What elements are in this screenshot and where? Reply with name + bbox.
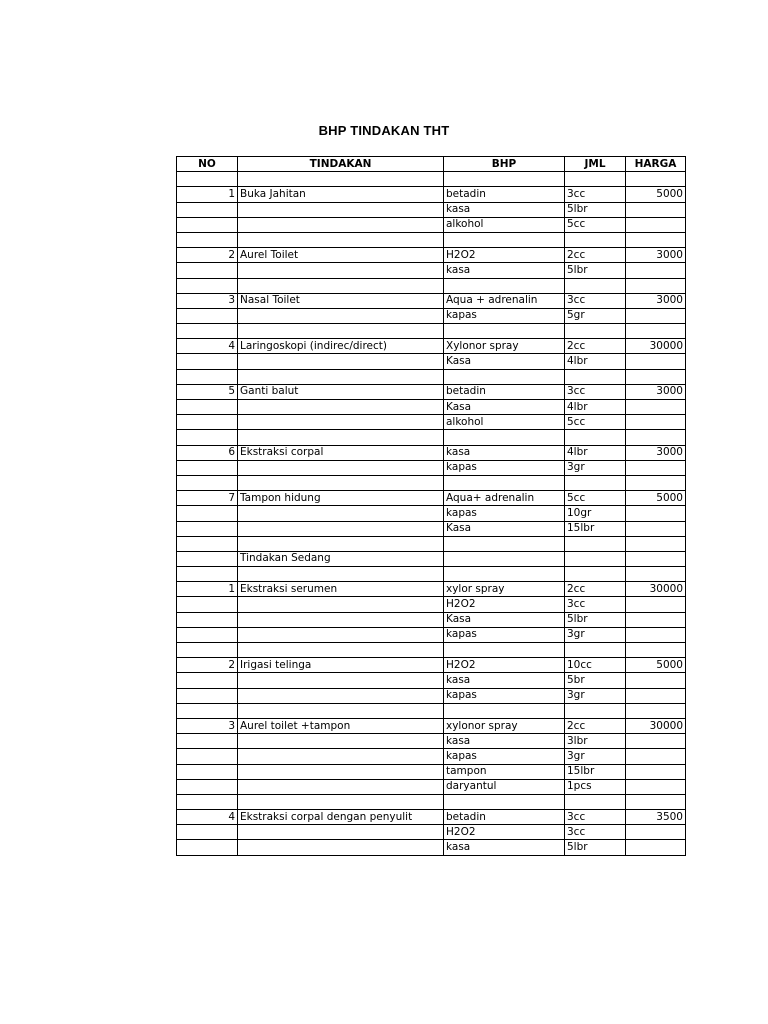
cell-no — [177, 764, 238, 779]
table-row — [177, 779, 686, 794]
cell-harga — [626, 673, 686, 688]
cell-jml: 5cc — [565, 415, 626, 430]
table-row — [177, 384, 686, 399]
cell-harga: 3000 — [626, 445, 686, 460]
header-bhp: BHP — [444, 157, 565, 172]
cell-harga — [626, 308, 686, 323]
cell-harga — [626, 779, 686, 794]
cell-jml: 15lbr — [565, 521, 626, 536]
cell-tindakan — [238, 324, 444, 339]
header-tindakan: TINDAKAN — [238, 157, 444, 172]
cell-harga — [626, 354, 686, 369]
table-row — [177, 324, 686, 339]
cell-tindakan: Aurel toilet +tampon — [238, 718, 444, 733]
cell-no — [177, 612, 238, 627]
cell-jml: 3cc — [565, 187, 626, 202]
table-row — [177, 187, 686, 202]
cell-jml: 5lbr — [565, 263, 626, 278]
cell-tindakan — [238, 202, 444, 217]
cell-harga — [626, 400, 686, 415]
table-row — [177, 612, 686, 627]
cell-tindakan: Laringoskopi (indirec/direct) — [238, 339, 444, 354]
table-row — [177, 369, 686, 384]
table-row — [177, 506, 686, 521]
cell-no — [177, 825, 238, 840]
cell-tindakan — [238, 415, 444, 430]
table-row — [177, 263, 686, 278]
cell-no: 5 — [177, 384, 238, 399]
cell-tindakan: Ganti balut — [238, 384, 444, 399]
cell-harga — [626, 794, 686, 809]
cell-bhp: Kasa — [444, 612, 565, 627]
cell-no — [177, 597, 238, 612]
cell-bhp: kapas — [444, 627, 565, 642]
cell-jml — [565, 567, 626, 582]
table-row — [177, 718, 686, 733]
cell-tindakan — [238, 673, 444, 688]
cell-no — [177, 202, 238, 217]
cell-no — [177, 217, 238, 232]
cell-no — [177, 734, 238, 749]
cell-jml — [565, 703, 626, 718]
cell-bhp: kasa — [444, 263, 565, 278]
table-row — [177, 673, 686, 688]
cell-no — [177, 475, 238, 490]
cell-tindakan — [238, 567, 444, 582]
cell-harga — [626, 764, 686, 779]
cell-harga — [626, 688, 686, 703]
table-row — [177, 703, 686, 718]
cell-no: 7 — [177, 491, 238, 506]
cell-jml: 4lbr — [565, 354, 626, 369]
cell-jml: 3cc — [565, 825, 626, 840]
cell-no — [177, 536, 238, 551]
table-row — [177, 567, 686, 582]
cell-jml: 2cc — [565, 718, 626, 733]
cell-tindakan — [238, 172, 444, 187]
cell-no — [177, 749, 238, 764]
cell-no — [177, 551, 238, 566]
cell-tindakan: Tindakan Sedang — [238, 551, 444, 566]
cell-harga: 5000 — [626, 491, 686, 506]
cell-bhp — [444, 324, 565, 339]
table-row — [177, 658, 686, 673]
cell-harga: 3000 — [626, 384, 686, 399]
cell-jml — [565, 794, 626, 809]
cell-no — [177, 354, 238, 369]
cell-tindakan — [238, 263, 444, 278]
cell-tindakan: Nasal Toilet — [238, 293, 444, 308]
cell-bhp: betadin — [444, 810, 565, 825]
cell-jml: 5cc — [565, 217, 626, 232]
cell-no — [177, 643, 238, 658]
cell-harga: 5000 — [626, 187, 686, 202]
cell-tindakan — [238, 764, 444, 779]
cell-bhp: betadin — [444, 187, 565, 202]
cell-tindakan: Buka Jahitan — [238, 187, 444, 202]
cell-bhp — [444, 369, 565, 384]
table-row — [177, 430, 686, 445]
cell-no: 2 — [177, 248, 238, 263]
table-row — [177, 536, 686, 551]
table-row — [177, 400, 686, 415]
cell-harga — [626, 643, 686, 658]
cell-bhp — [444, 551, 565, 566]
cell-harga — [626, 825, 686, 840]
cell-jml — [565, 475, 626, 490]
cell-harga — [626, 415, 686, 430]
cell-harga: 30000 — [626, 718, 686, 733]
cell-tindakan — [238, 749, 444, 764]
cell-tindakan — [238, 536, 444, 551]
cell-no — [177, 308, 238, 323]
cell-no: 2 — [177, 658, 238, 673]
cell-bhp: kapas — [444, 749, 565, 764]
table-row — [177, 172, 686, 187]
cell-no: 6 — [177, 445, 238, 460]
cell-harga — [626, 232, 686, 247]
cell-bhp: tampon — [444, 764, 565, 779]
cell-jml — [565, 536, 626, 551]
header-harga: HARGA — [626, 157, 686, 172]
cell-jml: 3gr — [565, 460, 626, 475]
cell-jml: 3gr — [565, 749, 626, 764]
table-row — [177, 293, 686, 308]
cell-tindakan — [238, 521, 444, 536]
table-row — [177, 597, 686, 612]
cell-jml: 5lbr — [565, 840, 626, 855]
cell-bhp — [444, 172, 565, 187]
cell-bhp: Aqua+ adrenalin — [444, 491, 565, 506]
cell-no — [177, 567, 238, 582]
header-jml: JML — [565, 157, 626, 172]
cell-tindakan — [238, 612, 444, 627]
table-row — [177, 445, 686, 460]
cell-tindakan — [238, 597, 444, 612]
table-header-row — [177, 157, 686, 172]
cell-bhp — [444, 475, 565, 490]
cell-tindakan — [238, 475, 444, 490]
table-row — [177, 308, 686, 323]
cell-tindakan — [238, 840, 444, 855]
cell-no — [177, 460, 238, 475]
cell-no — [177, 430, 238, 445]
cell-bhp: kasa — [444, 734, 565, 749]
table-row — [177, 764, 686, 779]
cell-bhp: Aqua + adrenalin — [444, 293, 565, 308]
cell-tindakan: Ekstraksi serumen — [238, 582, 444, 597]
table-row — [177, 794, 686, 809]
cell-bhp — [444, 703, 565, 718]
cell-jml: 15lbr — [565, 764, 626, 779]
table-row — [177, 460, 686, 475]
cell-harga: 3000 — [626, 293, 686, 308]
cell-harga — [626, 430, 686, 445]
table-row — [177, 521, 686, 536]
document-title: BHP TINDAKAN THT — [318, 123, 450, 138]
cell-bhp: Kasa — [444, 354, 565, 369]
cell-jml: 3gr — [565, 688, 626, 703]
cell-jml: 5lbr — [565, 202, 626, 217]
cell-tindakan — [238, 643, 444, 658]
cell-harga — [626, 278, 686, 293]
cell-jml: 3cc — [565, 384, 626, 399]
cell-harga — [626, 536, 686, 551]
cell-tindakan — [238, 400, 444, 415]
cell-no — [177, 840, 238, 855]
cell-harga — [626, 202, 686, 217]
table-row — [177, 278, 686, 293]
cell-no — [177, 324, 238, 339]
cell-tindakan — [238, 460, 444, 475]
cell-tindakan: Aurel Toilet — [238, 248, 444, 263]
cell-bhp — [444, 232, 565, 247]
cell-bhp: Xylonor spray — [444, 339, 565, 354]
cell-bhp — [444, 536, 565, 551]
cell-bhp: xylor spray — [444, 582, 565, 597]
table-row — [177, 627, 686, 642]
cell-tindakan — [238, 308, 444, 323]
cell-tindakan — [238, 734, 444, 749]
cell-no — [177, 688, 238, 703]
cell-bhp: alkohol — [444, 415, 565, 430]
cell-tindakan — [238, 232, 444, 247]
cell-bhp: H2O2 — [444, 825, 565, 840]
cell-harga — [626, 703, 686, 718]
cell-harga: 30000 — [626, 339, 686, 354]
cell-bhp: xylonor spray — [444, 718, 565, 733]
cell-harga — [626, 369, 686, 384]
cell-harga — [626, 612, 686, 627]
cell-jml: 1pcs — [565, 779, 626, 794]
cell-jml: 5br — [565, 673, 626, 688]
cell-tindakan: Tampon hidung — [238, 491, 444, 506]
cell-bhp: betadin — [444, 384, 565, 399]
cell-jml: 3cc — [565, 293, 626, 308]
cell-no — [177, 369, 238, 384]
cell-harga — [626, 460, 686, 475]
table-row — [177, 202, 686, 217]
cell-tindakan — [238, 430, 444, 445]
cell-bhp: kapas — [444, 308, 565, 323]
table-row — [177, 217, 686, 232]
cell-tindakan — [238, 278, 444, 293]
cell-tindakan — [238, 794, 444, 809]
cell-bhp: kasa — [444, 840, 565, 855]
cell-bhp: Kasa — [444, 400, 565, 415]
cell-harga — [626, 734, 686, 749]
cell-bhp: kasa — [444, 673, 565, 688]
cell-tindakan — [238, 627, 444, 642]
header-no: NO — [177, 157, 238, 172]
table-row — [177, 339, 686, 354]
cell-jml: 3lbr — [565, 734, 626, 749]
cell-harga — [626, 217, 686, 232]
cell-bhp: H2O2 — [444, 248, 565, 263]
cell-harga — [626, 521, 686, 536]
cell-harga: 3500 — [626, 810, 686, 825]
cell-jml: 5cc — [565, 491, 626, 506]
cell-harga: 30000 — [626, 582, 686, 597]
table-body — [177, 172, 686, 855]
table-row — [177, 749, 686, 764]
cell-bhp: kasa — [444, 202, 565, 217]
cell-harga: 3000 — [626, 248, 686, 263]
cell-jml — [565, 232, 626, 247]
cell-harga — [626, 506, 686, 521]
cell-bhp: Kasa — [444, 521, 565, 536]
cell-no: 1 — [177, 187, 238, 202]
cell-bhp — [444, 567, 565, 582]
cell-no — [177, 263, 238, 278]
cell-jml: 3gr — [565, 627, 626, 642]
cell-tindakan — [238, 369, 444, 384]
cell-bhp: H2O2 — [444, 658, 565, 673]
cell-no — [177, 278, 238, 293]
cell-bhp: kapas — [444, 460, 565, 475]
cell-no — [177, 415, 238, 430]
cell-harga — [626, 475, 686, 490]
cell-jml — [565, 430, 626, 445]
table-row — [177, 354, 686, 369]
cell-jml: 5lbr — [565, 612, 626, 627]
cell-harga — [626, 551, 686, 566]
cell-bhp: daryantul — [444, 779, 565, 794]
cell-harga — [626, 324, 686, 339]
table-row — [177, 415, 686, 430]
cell-harga — [626, 749, 686, 764]
table-row — [177, 810, 686, 825]
cell-no: 1 — [177, 582, 238, 597]
cell-jml — [565, 551, 626, 566]
cell-no — [177, 521, 238, 536]
cell-jml — [565, 324, 626, 339]
table-row — [177, 551, 686, 566]
cell-tindakan — [238, 825, 444, 840]
cell-tindakan — [238, 506, 444, 521]
cell-jml: 5gr — [565, 308, 626, 323]
cell-jml: 10gr — [565, 506, 626, 521]
cell-jml: 3cc — [565, 810, 626, 825]
cell-jml — [565, 369, 626, 384]
cell-jml: 3cc — [565, 597, 626, 612]
cell-jml — [565, 172, 626, 187]
cell-harga — [626, 597, 686, 612]
cell-jml: 2cc — [565, 582, 626, 597]
table-row — [177, 582, 686, 597]
cell-tindakan: Ekstraksi corpal dengan penyulit — [238, 810, 444, 825]
cell-no — [177, 232, 238, 247]
cell-jml: 4lbr — [565, 445, 626, 460]
cell-harga — [626, 263, 686, 278]
cell-bhp — [444, 794, 565, 809]
cell-no: 4 — [177, 339, 238, 354]
cell-jml: 2cc — [565, 339, 626, 354]
cell-tindakan — [238, 217, 444, 232]
cell-tindakan: Irigasi telinga — [238, 658, 444, 673]
cell-tindakan — [238, 354, 444, 369]
cell-jml — [565, 643, 626, 658]
cell-bhp: alkohol — [444, 217, 565, 232]
cell-jml — [565, 278, 626, 293]
table-row — [177, 491, 686, 506]
cell-tindakan — [238, 688, 444, 703]
cell-tindakan — [238, 779, 444, 794]
cell-tindakan — [238, 703, 444, 718]
cell-bhp: kapas — [444, 506, 565, 521]
cell-no: 3 — [177, 718, 238, 733]
cell-harga: 5000 — [626, 658, 686, 673]
table-row — [177, 840, 686, 855]
cell-bhp: kasa — [444, 445, 565, 460]
table-row — [177, 475, 686, 490]
cell-tindakan: Ekstraksi corpal — [238, 445, 444, 460]
table-row — [177, 688, 686, 703]
cell-harga — [626, 172, 686, 187]
cell-bhp — [444, 430, 565, 445]
cell-harga — [626, 627, 686, 642]
table-row — [177, 248, 686, 263]
cell-bhp: kapas — [444, 688, 565, 703]
cell-no — [177, 673, 238, 688]
table-row — [177, 232, 686, 247]
cell-harga — [626, 840, 686, 855]
cell-no — [177, 400, 238, 415]
cell-no — [177, 703, 238, 718]
cell-bhp: H2O2 — [444, 597, 565, 612]
cell-jml: 2cc — [565, 248, 626, 263]
table-row — [177, 825, 686, 840]
cell-jml: 10cc — [565, 658, 626, 673]
cell-harga — [626, 567, 686, 582]
table-row — [177, 734, 686, 749]
cell-no: 3 — [177, 293, 238, 308]
table-row — [177, 643, 686, 658]
cell-no — [177, 172, 238, 187]
cell-jml: 4lbr — [565, 400, 626, 415]
cell-bhp — [444, 278, 565, 293]
cell-no — [177, 779, 238, 794]
cell-no: 4 — [177, 810, 238, 825]
bhp-table — [176, 156, 686, 856]
cell-no — [177, 506, 238, 521]
cell-no — [177, 794, 238, 809]
cell-no — [177, 627, 238, 642]
cell-bhp — [444, 643, 565, 658]
